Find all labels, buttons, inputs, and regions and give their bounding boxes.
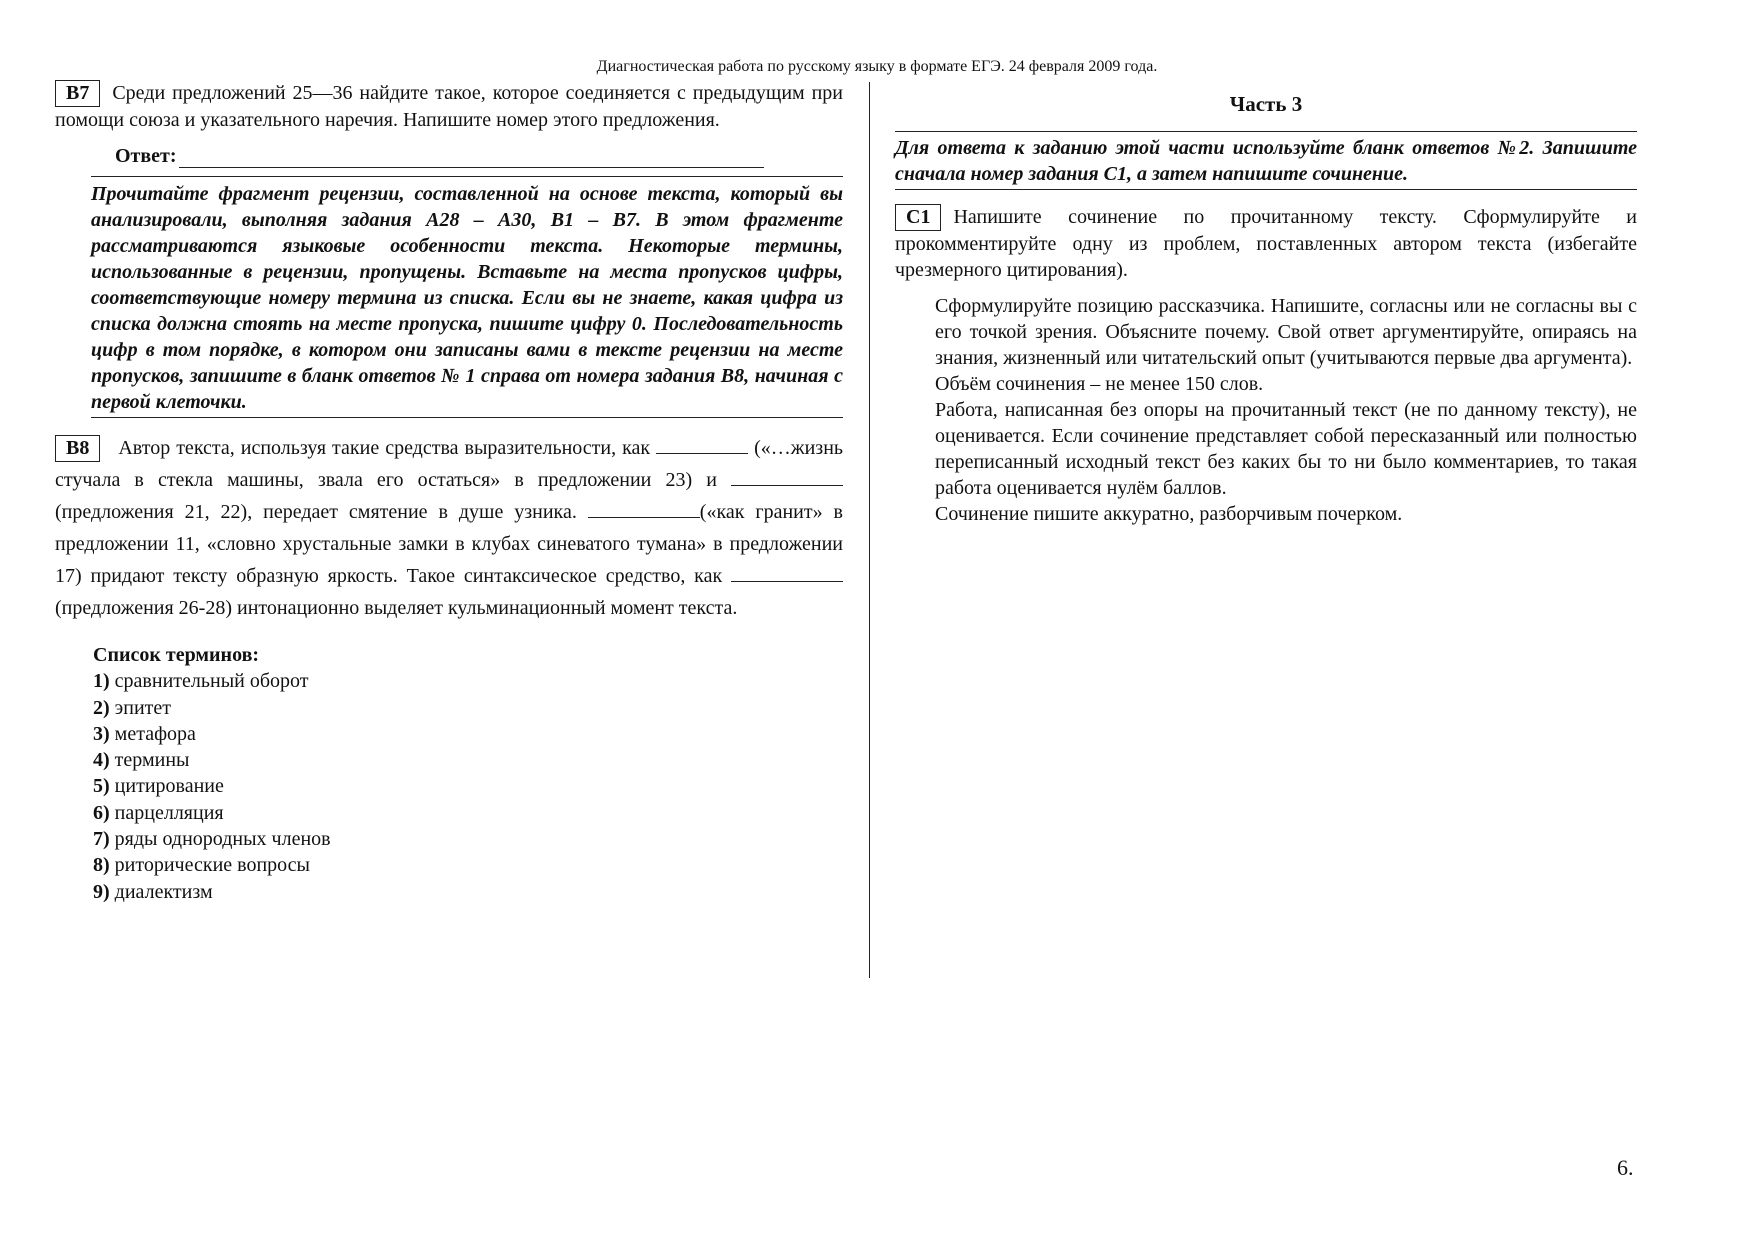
task-b8-text <box>55 432 843 624</box>
term-item <box>93 879 843 905</box>
term-item <box>93 668 843 694</box>
answer-row <box>115 145 843 168</box>
c1-paragraph: Работа, написанная без опоры на прочитанный текст (не по данному тексту), не оценивается. Если сочинение представляет собой пересказанный или полностью переписанный исходный текст без каких бы то ни было комментариев, то такая работа оценивается нулём баллов. <box>935 399 1637 499</box>
term-number: 1) <box>93 670 110 693</box>
b8-segment-6: Такое синтаксическое средство, как <box>406 565 723 587</box>
column-divider <box>869 82 870 978</box>
term-item <box>93 747 843 773</box>
term-item <box>93 826 843 852</box>
left-column <box>55 80 843 905</box>
term-number: 7) <box>93 828 110 851</box>
term-item <box>93 800 843 826</box>
answer-line[interactable] <box>179 147 764 168</box>
part3-instruction: Для ответа к заданию этой части используйте бланк ответов №2. Запишите сначала номер задания С1, а затем напишите сочинение. <box>895 131 1637 190</box>
c1-paragraph: Сочинение пишите аккуратно, разборчивым почерком. <box>935 503 1403 525</box>
term-text: парцелляция <box>114 801 224 824</box>
task-b8 <box>55 432 843 624</box>
c1-body <box>895 293 1637 527</box>
term-item <box>93 721 843 747</box>
b8-segment-2: («…жизнь стучала в стекла машины, звала его остаться» в предложении 23) <box>55 437 844 491</box>
task-label-c1: С1 <box>895 204 941 231</box>
term-text: диалектизм <box>114 880 213 903</box>
term-text: цитирование <box>114 775 224 798</box>
term-number: 6) <box>93 801 110 824</box>
c1-paragraph: Сформулируйте позицию рассказчика. Напишите, согласны или не согласны вы с его точкой зрения. Объясните почему. Свой ответ аргументируйте, опираясь на знания, жизненный или читательский опыт (учитываются первые два аргумента). <box>935 295 1637 369</box>
term-text: ряды однородных членов <box>114 828 331 851</box>
terms-list <box>55 642 843 905</box>
b8-segment-1: Автор текста, используя такие средства выразительности, как <box>118 437 651 459</box>
page-header: Диагностическая работа по русскому языку в формате ЕГЭ. 24 февраля 2009 года. <box>596 58 1158 75</box>
term-item <box>93 773 843 799</box>
page-number: 6. <box>1617 1155 1634 1180</box>
b8-segment-7: (предложения 26-28) интонационно выделяет кульминационный момент текста. <box>55 597 738 619</box>
term-text: сравнительный оборот <box>114 670 309 693</box>
right-column <box>895 88 1637 527</box>
task-c1 <box>895 204 1637 527</box>
term-text: метафора <box>114 722 196 745</box>
b8-segment-5: («как гранит» в предложении 11, «словно хрустальные замки в клубах синеватого тумана» в предложении 17) придают тексту образную яркость. <box>55 501 844 587</box>
task-label-b8: B8 <box>55 435 100 462</box>
term-text: эпитет <box>114 696 172 719</box>
term-text: термины <box>114 749 190 772</box>
term-item <box>93 695 843 721</box>
terms-title: Список терминов: <box>93 644 260 666</box>
term-number: 4) <box>93 749 110 772</box>
task-label-b7: B7 <box>55 80 100 107</box>
term-number: 3) <box>93 722 110 745</box>
blank-1[interactable] <box>656 435 748 454</box>
b8-segment-3: и <box>706 469 717 491</box>
term-number: 9) <box>93 880 110 903</box>
blank-3[interactable] <box>588 499 700 518</box>
review-instruction: Прочитайте фрагмент рецензии, составленной на основе текста, который вы анализировали, выполняя задания А28 – А30, В1 – В7. В этом фрагменте рассматриваются языковые особенности текста. Некоторые термины, использованные в рецензии, пропущены. Вставьте на места пропусков цифры, соответствующие номеру термина из списка. Если вы не знаете, какая цифра из списка должна стоять на месте пропуска, пишите цифру 0. Последовательность цифр в том порядке, в котором они записаны вами в тексте рецензии на месте пропусков, запишите в бланк ответов № 1 справа от номера задания В8, начиная с первой клеточки. <box>91 176 843 418</box>
term-text: риторические вопросы <box>114 854 310 877</box>
answer-label: Ответ: <box>115 145 177 167</box>
task-c1-intro <box>895 204 1637 283</box>
blank-4[interactable] <box>731 563 843 582</box>
part-title: Часть 3 <box>1229 92 1303 116</box>
term-item <box>93 852 843 878</box>
task-b7-text: Среди предложений 25—36 найдите такое, которое соединяется с предыдущим при помощи союза и указательного наречия. Напишите номер этого предложения. <box>55 82 843 131</box>
term-number: 8) <box>93 854 110 877</box>
task-b7 <box>55 80 843 133</box>
b8-segment-4: (предложения 21, 22), передает смятение в душе узника. <box>55 501 577 523</box>
blank-2[interactable] <box>731 467 843 486</box>
c1-intro-text: Напишите сочинение по прочитанному тексту. Сформулируйте и прокомментируйте одну из проблем, поставленных автором текста (избегайте чрезмерного цитирования). <box>895 206 1637 281</box>
term-number: 5) <box>93 775 110 798</box>
term-number: 2) <box>93 696 110 719</box>
c1-paragraph: Объём сочинения – не менее 150 слов. <box>935 373 1264 395</box>
